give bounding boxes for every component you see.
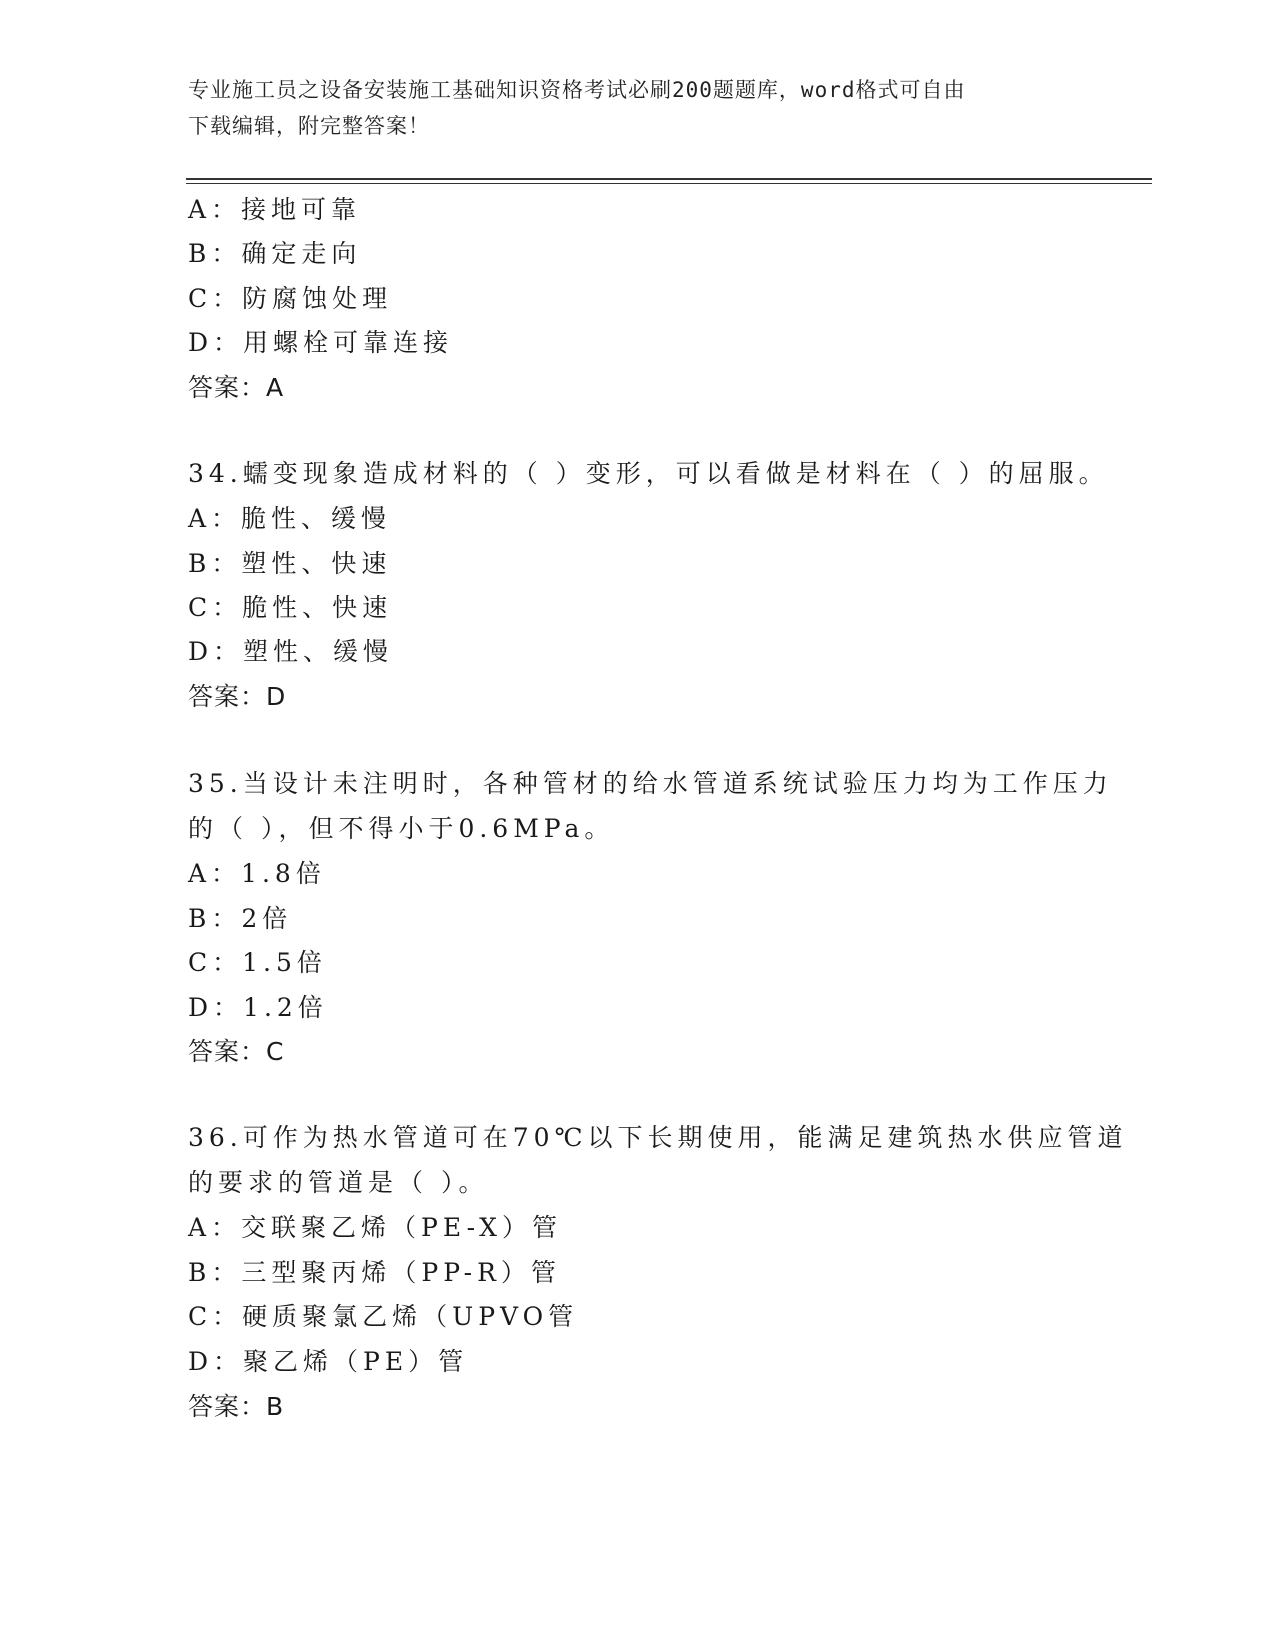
q33-option-a: A：接地可靠: [188, 195, 362, 224]
q36-option-b: B：三型聚丙烯（PP-R）管: [188, 1258, 561, 1287]
q36-option-d: D：聚乙烯（PE）管: [188, 1347, 469, 1376]
header-line-1: 专业施工员之设备安装施工基础知识资格考试必刷200题题库，word格式可自由: [188, 78, 966, 102]
q33-option-c: C：防腐蚀处理: [188, 284, 393, 313]
q33-option-b: B：确定走向: [188, 239, 362, 268]
q35-option-a: A：1.8倍: [188, 859, 326, 888]
q36-option-c: C：硬质聚氯乙烯（UPVO管: [188, 1302, 579, 1331]
header-rule: [186, 178, 1152, 180]
q34-option-c: C：脆性、快速: [188, 593, 393, 622]
q33-answer: 答案：A: [188, 373, 285, 402]
q36-answer: 答案：B: [188, 1392, 285, 1421]
q35-answer: 答案：C: [188, 1037, 285, 1066]
q35-option-c: C：1.5倍: [188, 948, 327, 977]
q35-option-b: B：2倍: [188, 904, 293, 933]
q34-answer: 答案：D: [188, 682, 287, 711]
q35-option-d: D：1.2倍: [188, 993, 328, 1022]
q36-stem-line-1: 36.可作为热水管道可在70℃以下长期使用，能满足建筑热水供应管道: [188, 1123, 1128, 1152]
q34-option-d: D：塑性、缓慢: [188, 637, 394, 666]
q33-option-d: D：用螺栓可靠连接: [188, 328, 454, 357]
q35-stem-line-2: 的（ ），但不得小于0.6MPa。: [188, 814, 615, 843]
q35-stem-line-1: 35.当设计未注明时，各种管材的给水管道系统试验压力均为工作压力: [188, 769, 1113, 798]
header-rule-thin: [186, 183, 1152, 184]
document-header: [188, 72, 1088, 144]
q36-option-a: A：交联聚乙烯（PE-X）管: [188, 1213, 562, 1242]
q34-stem: 34.蠕变现象造成材料的（ ）变形，可以看做是材料在（ ）的屈服。: [188, 459, 1109, 488]
q36-stem-line-2: 的要求的管道是（ ）。: [188, 1168, 489, 1197]
header-line-2: 下载编辑，附完整答案！: [188, 114, 430, 138]
q34-option-a: A：脆性、缓慢: [188, 504, 392, 533]
q34-option-b: B：塑性、快速: [188, 549, 392, 578]
